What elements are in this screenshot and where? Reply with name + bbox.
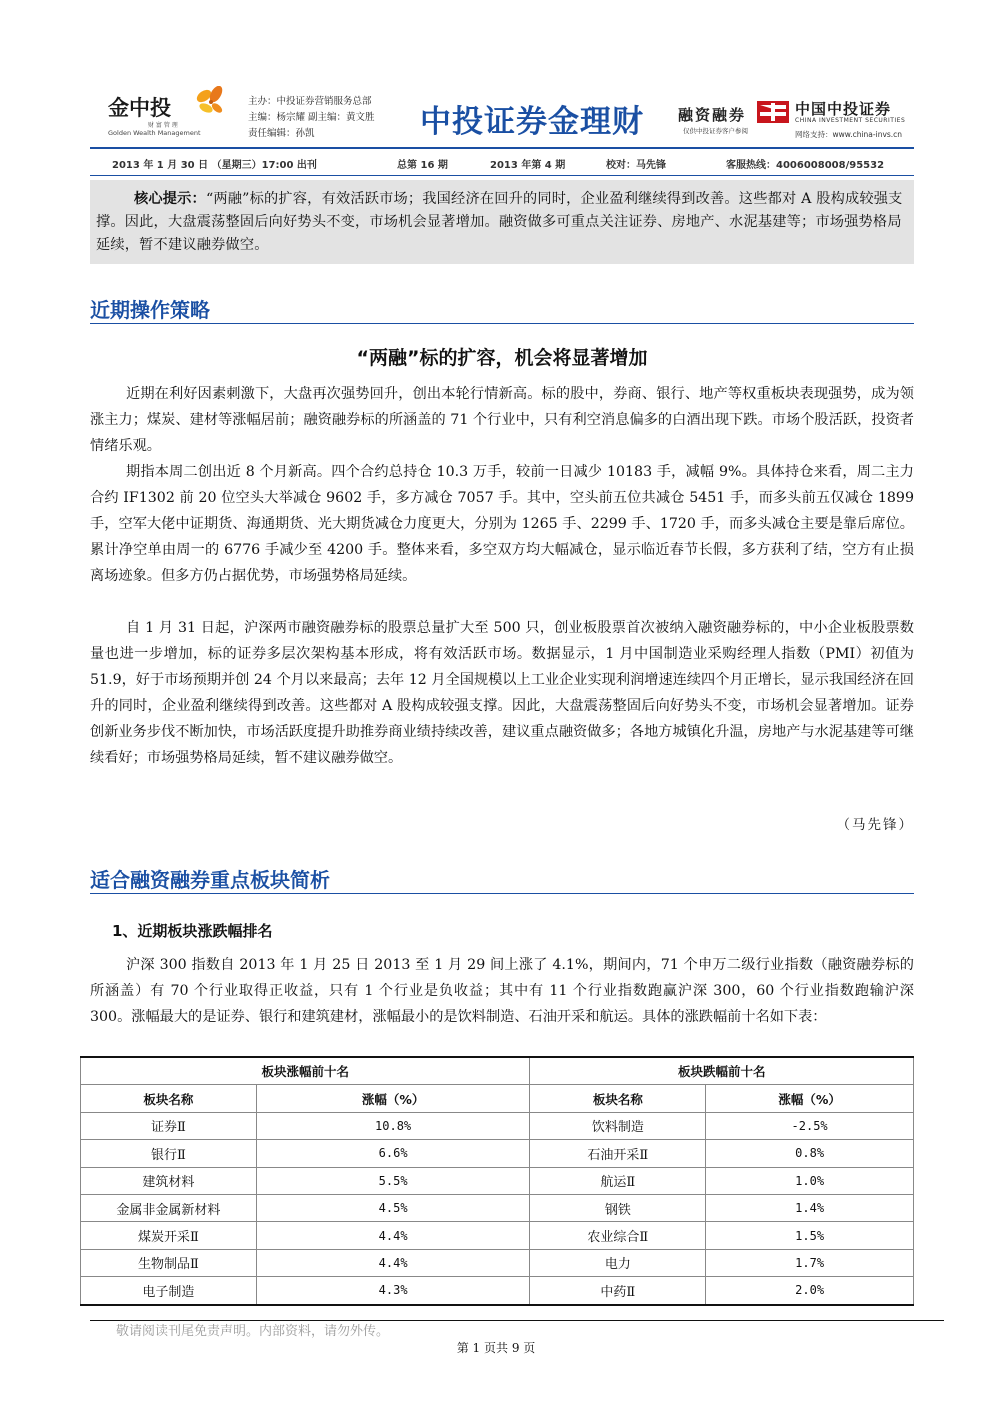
company-website: 网络支持：www.china-invs.cn — [795, 130, 903, 139]
table-cell: 生物制品Ⅱ — [81, 1249, 257, 1276]
logo-sub-text: 财 富 管 理 — [148, 122, 178, 129]
table-cell: 1.4% — [706, 1194, 914, 1221]
footer-disclaimer: 敬请阅读刊尾免责声明。内部资料，请勿外传。 — [116, 1324, 390, 1339]
table-cell: 5.5% — [256, 1167, 530, 1194]
table-cell: 石油开采Ⅱ — [530, 1140, 706, 1167]
table-cell: 4.5% — [256, 1194, 530, 1221]
logo-english-text: Golden Wealth Management — [108, 129, 201, 137]
column-header: 板块名称 — [81, 1085, 257, 1112]
table-title-row — [81, 1057, 914, 1085]
table-cell: 煤炭开采Ⅱ — [81, 1222, 257, 1249]
table-cell: 1.5% — [706, 1222, 914, 1249]
issue-total: 总第 16 期 — [397, 160, 448, 171]
table-cell: 金属非金属新材料 — [81, 1194, 257, 1221]
table-cell: 航运Ⅱ — [530, 1167, 706, 1194]
table-cell: 建筑材料 — [81, 1167, 257, 1194]
table-row — [81, 1194, 914, 1221]
margin-trading-label: 融资融券 — [678, 106, 747, 124]
section-heading-sectors — [90, 864, 914, 894]
paragraph: 期指本周二创出近 8 个月新高。四个合约总持仓 10.3 万手，较前一日减少 10183 手，减幅 9%。具体持仓来看，周二主力合约 IF1302 前 20 位空头大举减仓 9602 手，多方减仓 7057 手。其中，空头前五位共减仓 5451 手，而多头前五仅减仓 1899 手，空军大佬中证期货、海通期货、光大期货减仓力度更大，分别为 1265 手、2299 手、1720 手，而多头减仓主要是靠后席位。累计净空单由周一的 6776 手减少至 4200 手。整体来看，多空双方均大幅减仓，显示临近春节长假，多方获利了结，空方有止损离场迹象。但多方仍占据优势，市场强势格局延续。 — [90, 464, 914, 584]
issue-date: 2013 年 1 月 30 日 （星期三）17:00 出刊 — [112, 160, 317, 171]
paragraph: 近期在利好因素刺激下，大盘再次强势回升，创出本轮行情新高。标的股中，券商、银行、地产等权重板块表现强势，成为领涨主力；煤炭、建材等涨幅居前；融资融券标的所涵盖的 71 个行业中，只有利空消息偏多的白酒出现下跌。市场个股活跃，投资者情绪乐观。 — [90, 386, 914, 454]
table-cell: 2.0% — [706, 1277, 914, 1305]
page-number: 第 1 页共 9 页 — [456, 1341, 536, 1355]
table-row — [81, 1222, 914, 1249]
company-name-en: CHINA INVESTMENT SECURITIES — [795, 117, 906, 124]
table-cell: -2.5% — [706, 1112, 914, 1139]
company-name-cn: 中国中投证券 — [795, 100, 892, 118]
clients-only-note: 仅供中投证券客户参阅 — [683, 127, 748, 135]
issue-number: 2013 年第 4 期 — [490, 160, 566, 171]
table-row — [81, 1249, 914, 1276]
table-row — [81, 1167, 914, 1194]
paragraph: 自 1 月 31 日起，沪深两市融资融券标的股票总量扩大至 500 只，创业板股票首次被纳入融资融券标的，中小企业板股票数量也进一步增加，标的证券多层次架构基本形成，将有效活跃市场。数据显示，1 月中国制造业采购经理人指数（PMI）初值为 51.9，好于市场预期并创 24 个月以来最高；去年 12 月全国规模以上工业企业实现利润增速连续四个月正增长，显示我国经济在回升的同时，企业盈利继续得到改善。这些都对 A 股构成较强支撑。因此，大盘震荡整固后向好势头不变，市场机会显著增加。证券创新业务步伐不断加快，市场活跃度提升助推券商业绩持续改善，建议重点融资做多；各地方城镇化升温，房地产与水泥基建等可继续看好；市场强势格局延续，暂不建议融券做空。 — [90, 620, 914, 766]
editor-info — [248, 94, 375, 142]
issue-info-bar — [90, 147, 914, 176]
table-cell: 0.8% — [706, 1140, 914, 1167]
section-heading-strategy — [90, 294, 914, 324]
logo-brand-text: 金中投 — [108, 96, 171, 120]
table-row — [81, 1277, 914, 1305]
butterfly-logo-icon — [194, 86, 228, 120]
editor-line: 主编：杨宗耀 副主编：黄文胜 — [248, 112, 375, 123]
table-cell: 4.3% — [256, 1277, 530, 1305]
table-cell: 4.4% — [256, 1249, 530, 1276]
sub-heading-ranking: 1、近期板块涨跌幅排名 — [112, 922, 273, 940]
table-cell: 10.8% — [256, 1112, 530, 1139]
publication-title: 中投证券金理财 — [420, 104, 644, 140]
table-cell: 1.7% — [706, 1249, 914, 1276]
core-hint-box — [90, 180, 914, 264]
table-title-losers: 板块跌幅前十名 — [530, 1057, 914, 1085]
proofreader: 校对：马先锋 — [606, 160, 666, 171]
core-hint-body: “两融”标的扩容，有效活跃市场；我国经济在回升的同时，企业盈利继续得到改善。这些都对 A 股构成较强支撑。因此，大盘震荡整固后向好势头不变，市场机会显著增加。融资做多可重点关注证券、房地产、水泥基建等；市场强势格局延续，暂不建议融券做空。 — [96, 191, 903, 253]
section-heading-text: 近期操作策略 — [90, 298, 210, 322]
core-hint-text — [96, 188, 908, 257]
column-header: 板块名称 — [530, 1085, 706, 1112]
table-row — [81, 1112, 914, 1139]
table-cell: 农业综合Ⅱ — [530, 1222, 706, 1249]
article-author: （马先锋） — [836, 817, 914, 833]
table-cell: 证券Ⅱ — [81, 1112, 257, 1139]
cics-logo-icon — [756, 99, 790, 125]
table-cell: 4.4% — [256, 1222, 530, 1249]
table-cell: 饮料制造 — [530, 1112, 706, 1139]
sector-ranking-table — [80, 1056, 914, 1306]
service-hotline: 客服热线：4006008008/95532 — [726, 160, 885, 171]
table-header-row — [81, 1085, 914, 1112]
table-cell: 电力 — [530, 1249, 706, 1276]
editor-line: 责任编辑：孙凯 — [248, 128, 315, 139]
column-header: 涨幅（%） — [706, 1085, 914, 1112]
table-cell: 6.6% — [256, 1140, 530, 1167]
section-heading-text: 适合融资融券重点板块简析 — [90, 868, 330, 892]
table-cell: 1.0% — [706, 1167, 914, 1194]
table-row — [81, 1140, 914, 1167]
paragraph: 沪深 300 指数自 2013 年 1 月 25 日 2013 至 1 月 29 间上涨了 4.1%，期间内，71 个申万二级行业指数（融资融券标的所涵盖）有 70 个行业取得正收益，只有 1 个行业是负收益；其中有 11 个行业指数跑赢沪深 300，60 个行业指数跑输沪深 300。涨幅最大的是证券、银行和建筑建材，涨幅最小的是饮料制造、石油开采和航运。具体的涨跌幅前十名如下表： — [90, 957, 914, 1025]
table-cell: 钢铁 — [530, 1194, 706, 1221]
column-header: 涨幅（%） — [256, 1085, 530, 1112]
table-title-gainers: 板块涨幅前十名 — [81, 1057, 530, 1085]
table-cell: 中药Ⅱ — [530, 1277, 706, 1305]
table-cell: 电子制造 — [81, 1277, 257, 1305]
logo-golden-wealth — [108, 92, 228, 138]
editor-line: 主办：中投证券营销服务总部 — [248, 96, 372, 107]
core-hint-label: 核心提示： — [134, 191, 206, 207]
table-cell: 银行Ⅱ — [81, 1140, 257, 1167]
article-title: “两融”标的扩容，机会将显著增加 — [356, 347, 648, 369]
